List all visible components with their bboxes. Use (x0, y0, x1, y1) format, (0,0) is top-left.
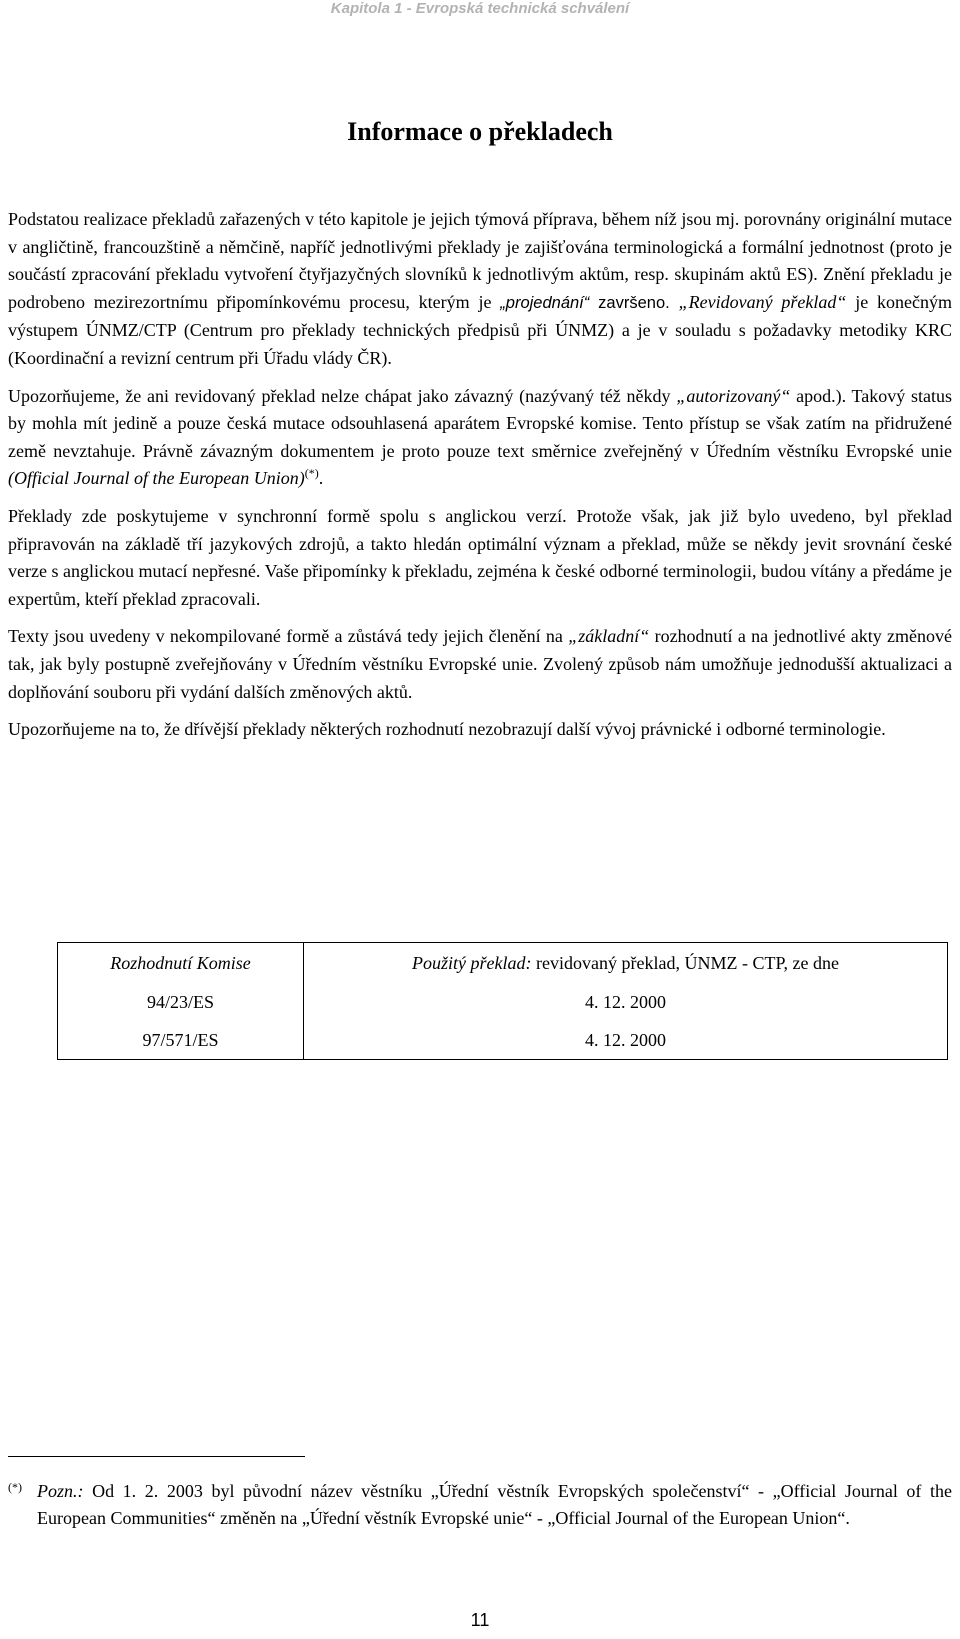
footnote-label: Pozn.: (37, 1481, 84, 1501)
table-cell-date: 4. 12. 2000 (304, 983, 948, 1021)
paragraph-1-part-c: završeno. (589, 293, 679, 312)
paragraph-1-part-e: je konečným výstupem ÚNMZ/CTP (Centrum pro překlady technických předpisů při ÚNMZ) a je v souladu s požadavky metodiky KRC (Koordinační a revizní centrum při Úřadu vlády ČR). (8, 291, 952, 368)
paragraph-2-part-c: apod.). Takový status by mohla mít jedině a pouze česká mutace odsouhlasená aparátem Evropské komise. Tento přístup se však zatím na přidružené země nevztahuje. Právně závazným dokumentem je proto pouze text směrnice zveřejněný v Úředním věstníku Evropské unie (8, 385, 952, 461)
paragraph-4-part-c: rozhodnutí a na jednotlivé akty změnové tak, jak byly postupně zveřejňovány v Úředním věstníku Evropské unie. Zvolený způsob nám umožňuje jednodušší aktualizaci a doplňování souboru při vydání dalších změnových aktů. (8, 626, 953, 702)
page-number: 11 (470, 1610, 490, 1630)
table-header-row (58, 943, 948, 984)
paragraph-2-part-f: . (318, 468, 324, 489)
page-title: Informace o překladech (347, 117, 613, 146)
paragraph-2-oj-title: (Official Journal of the European Union) (8, 468, 305, 489)
table-header-decision-label: Rozhodnutí Komise (110, 952, 251, 973)
paragraph-1-term-projednani: „projednání“ (500, 293, 590, 312)
table-cell-decision: 94/23/ES (58, 983, 304, 1021)
paragraph-2-term-autorizovany: „autorizovaný“ (676, 385, 791, 406)
table-header-translation-rest: revidovaný překlad, ÚNMZ - CTP, ze dne (531, 952, 839, 973)
paragraph-4-term-zakladni: „základní“ (568, 626, 650, 647)
paragraph-4 (8, 623, 952, 706)
paragraph-2-footnote-ref: (*) (304, 466, 319, 481)
table-cell-decision: 97/571/ES (58, 1021, 304, 1060)
paragraph-2 (8, 383, 952, 493)
footnote-body: Od 1. 2. 2003 byl původní název věstníku „Úřední věstník Evropských společenství“ - „Official Journal of the European Communities“ změněn na „Úřední věstník Evropské unie“ - „Official Journal of the European Union“. (37, 1481, 952, 1528)
paragraph-1 (8, 206, 952, 373)
table-cell-date: 4. 12. 2000 (304, 1021, 948, 1060)
main-text (8, 206, 952, 754)
table-row (58, 1021, 948, 1060)
paragraph-5: Upozorňujeme na to, že dřívější překlady některých rozhodnutí nezobrazují další vývoj právnické i odborné terminologie. (8, 719, 886, 740)
table-header-translation-label: Použitý překlad: (412, 952, 532, 973)
running-header (0, 0, 960, 18)
table-header-decision (58, 943, 304, 984)
running-header-text: Kapitola 1 - Evropská technická schválení (330, 0, 630, 17)
paragraph-2-part-a: Upozorňujeme, že ani revidovaný překlad nelze chápat jako závazný (nazývaný též někdy (8, 385, 677, 406)
paragraph-4-part-a: Texty jsou uvedeny v nekompilované formě a zůstává tedy jejich členění na (8, 626, 569, 647)
translation-table (57, 942, 948, 1060)
table-header-translation (304, 943, 948, 984)
footnote-mark: (*) (8, 1480, 22, 1494)
paragraph-1-part-a: Podstatou realizace překladů zařazených v této kapitole je jejich týmová příprava, během níž jsou mj. porovnány originální mutace v angličtině, francouzštině a němčině, napříč jednotlivými překlady je zajišťována terminologická a formální jednotnost (proto je součástí zpracování překladu vytvoření čtyřjazyčných slovníků k jednotlivým aktům, resp. skupinám aktů ES). Znění překladu je podrobeno mezirezortnímu připomínkovému procesu, kterým je (8, 209, 952, 312)
table-row (58, 983, 948, 1021)
footnote-text (37, 1478, 952, 1532)
footnote (8, 1478, 952, 1532)
paragraph-1-term-revidovany: „Revidovaný překlad“ (678, 291, 847, 312)
paragraph-3: Překlady zde poskytujeme v synchronní formě spolu s anglickou verzí. Protože však, jak již bylo uvedeno, byl překlad připravován na základě tří jazykových zdrojů, a takto hledán optimální význam a překlad, může se někdy jevit srovnání české verze s anglickou mutací nepřesné. Vaše připomínky k překladu, zejména k české odborné terminologii, budou vítány a předáme je expertům, kteří překlad zpracovali. (8, 505, 952, 609)
footnote-separator (8, 1456, 305, 1457)
